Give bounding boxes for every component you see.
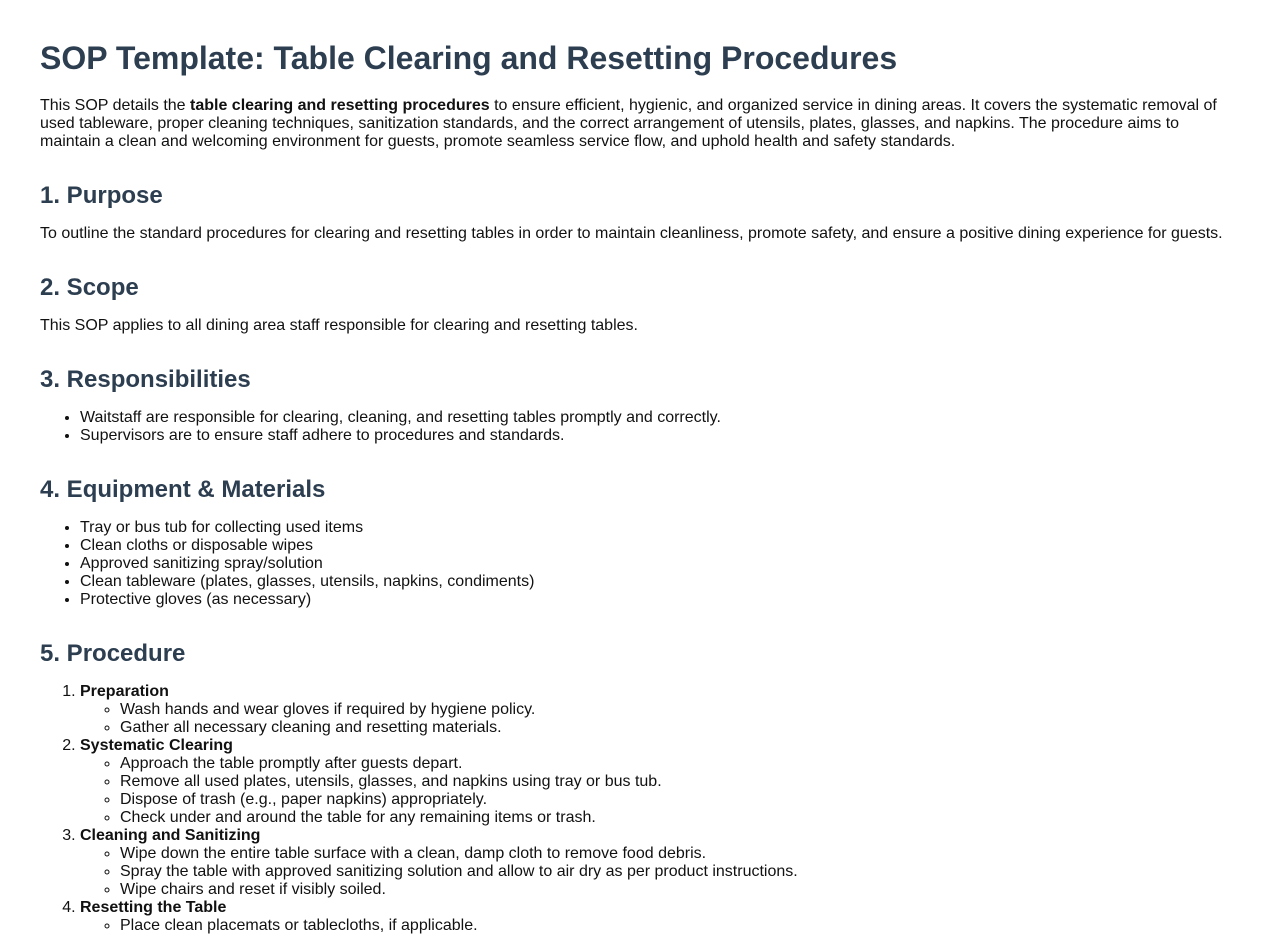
procedure-step bbox=[80, 737, 1230, 827]
equipment-heading: 4. Equipment & Materials bbox=[40, 476, 326, 503]
intro-paragraph bbox=[40, 97, 1230, 151]
intro-text-bold: table clearing and resetting procedures bbox=[190, 97, 490, 114]
procedure-step bbox=[80, 827, 1230, 899]
list-item: ◦ Place clean placemats or tablecloths, if applicable. bbox=[120, 917, 1230, 935]
list-item: ◦ Spray the table with approved sanitizing solution and allow to air dry as per product instructions. bbox=[120, 863, 1230, 881]
step-substeps bbox=[80, 845, 1230, 899]
intro-text-after: to ensure efficient, hygienic, and organized service in dining areas. It covers the systematic removal of used tableware, proper cleaning techniques, sanitization standards, and the correct arrangement of utensils, plates, glasses, and napkins. The procedure aims to maintain a clean and welcoming environment for guests, promote seamless service flow, and uphold health and safety standards. bbox=[40, 97, 1217, 150]
list-item: ◦ Gather all necessary cleaning and resetting materials. bbox=[120, 719, 1230, 737]
scope-text: This SOP applies to all dining area staff responsible for clearing and resetting tables. bbox=[40, 317, 638, 334]
list-item: • Tray or bus tub for collecting used items bbox=[80, 519, 1230, 537]
purpose-text: To outline the standard procedures for clearing and resetting tables in order to maintain cleanliness, promote safety, and ensure a positive dining experience for guests. bbox=[40, 225, 1223, 242]
responsibilities-heading: 3. Responsibilities bbox=[40, 366, 251, 393]
equipment-list bbox=[40, 519, 1230, 609]
list-item: • Approved sanitizing spray/solution bbox=[80, 555, 1230, 573]
intro-text-before: This SOP details the bbox=[40, 97, 190, 114]
list-item: ◦ Check under and around the table for any remaining items or trash. bbox=[120, 809, 1230, 827]
step-title: Cleaning and Sanitizing bbox=[80, 827, 261, 844]
list-item: • Waitstaff are responsible for clearing, cleaning, and resetting tables promptly and correctly. bbox=[80, 409, 1230, 427]
list-item: ◦ Dispose of trash (e.g., paper napkins) appropriately. bbox=[120, 791, 1230, 809]
step-substeps bbox=[80, 917, 1230, 935]
list-item: • Clean cloths or disposable wipes bbox=[80, 537, 1230, 555]
step-title: Systematic Clearing bbox=[80, 737, 233, 754]
procedure-heading: 5. Procedure bbox=[40, 640, 186, 667]
step-title: Resetting the Table bbox=[80, 899, 227, 916]
step-substeps bbox=[80, 755, 1230, 827]
list-item: • Clean tableware (plates, glasses, utensils, napkins, condiments) bbox=[80, 573, 1230, 591]
list-item: ◦ Remove all used plates, utensils, glasses, and napkins using tray or bus tub. bbox=[120, 773, 1230, 791]
step-substeps bbox=[80, 701, 1230, 737]
procedure-step bbox=[80, 899, 1230, 935]
responsibilities-list bbox=[40, 409, 1230, 445]
list-item: ◦ Wipe chairs and reset if visibly soiled. bbox=[120, 881, 1230, 899]
procedure-steps bbox=[40, 683, 1230, 935]
document-body bbox=[40, 97, 1230, 935]
list-item: • Protective gloves (as necessary) bbox=[80, 591, 1230, 609]
step-title: Preparation bbox=[80, 683, 169, 700]
list-item: ◦ Approach the table promptly after guests depart. bbox=[120, 755, 1230, 773]
list-item: ◦ Wipe down the entire table surface with a clean, damp cloth to remove food debris. bbox=[120, 845, 1230, 863]
purpose-heading: 1. Purpose bbox=[40, 182, 163, 209]
list-item: • Supervisors are to ensure staff adhere to procedures and standards. bbox=[80, 427, 1230, 445]
list-item: ◦ Wash hands and wear gloves if required by hygiene policy. bbox=[120, 701, 1230, 719]
scope-heading: 2. Scope bbox=[40, 274, 139, 301]
page-title: SOP Template: Table Clearing and Resetting Procedures bbox=[40, 40, 898, 76]
procedure-step bbox=[80, 683, 1230, 737]
